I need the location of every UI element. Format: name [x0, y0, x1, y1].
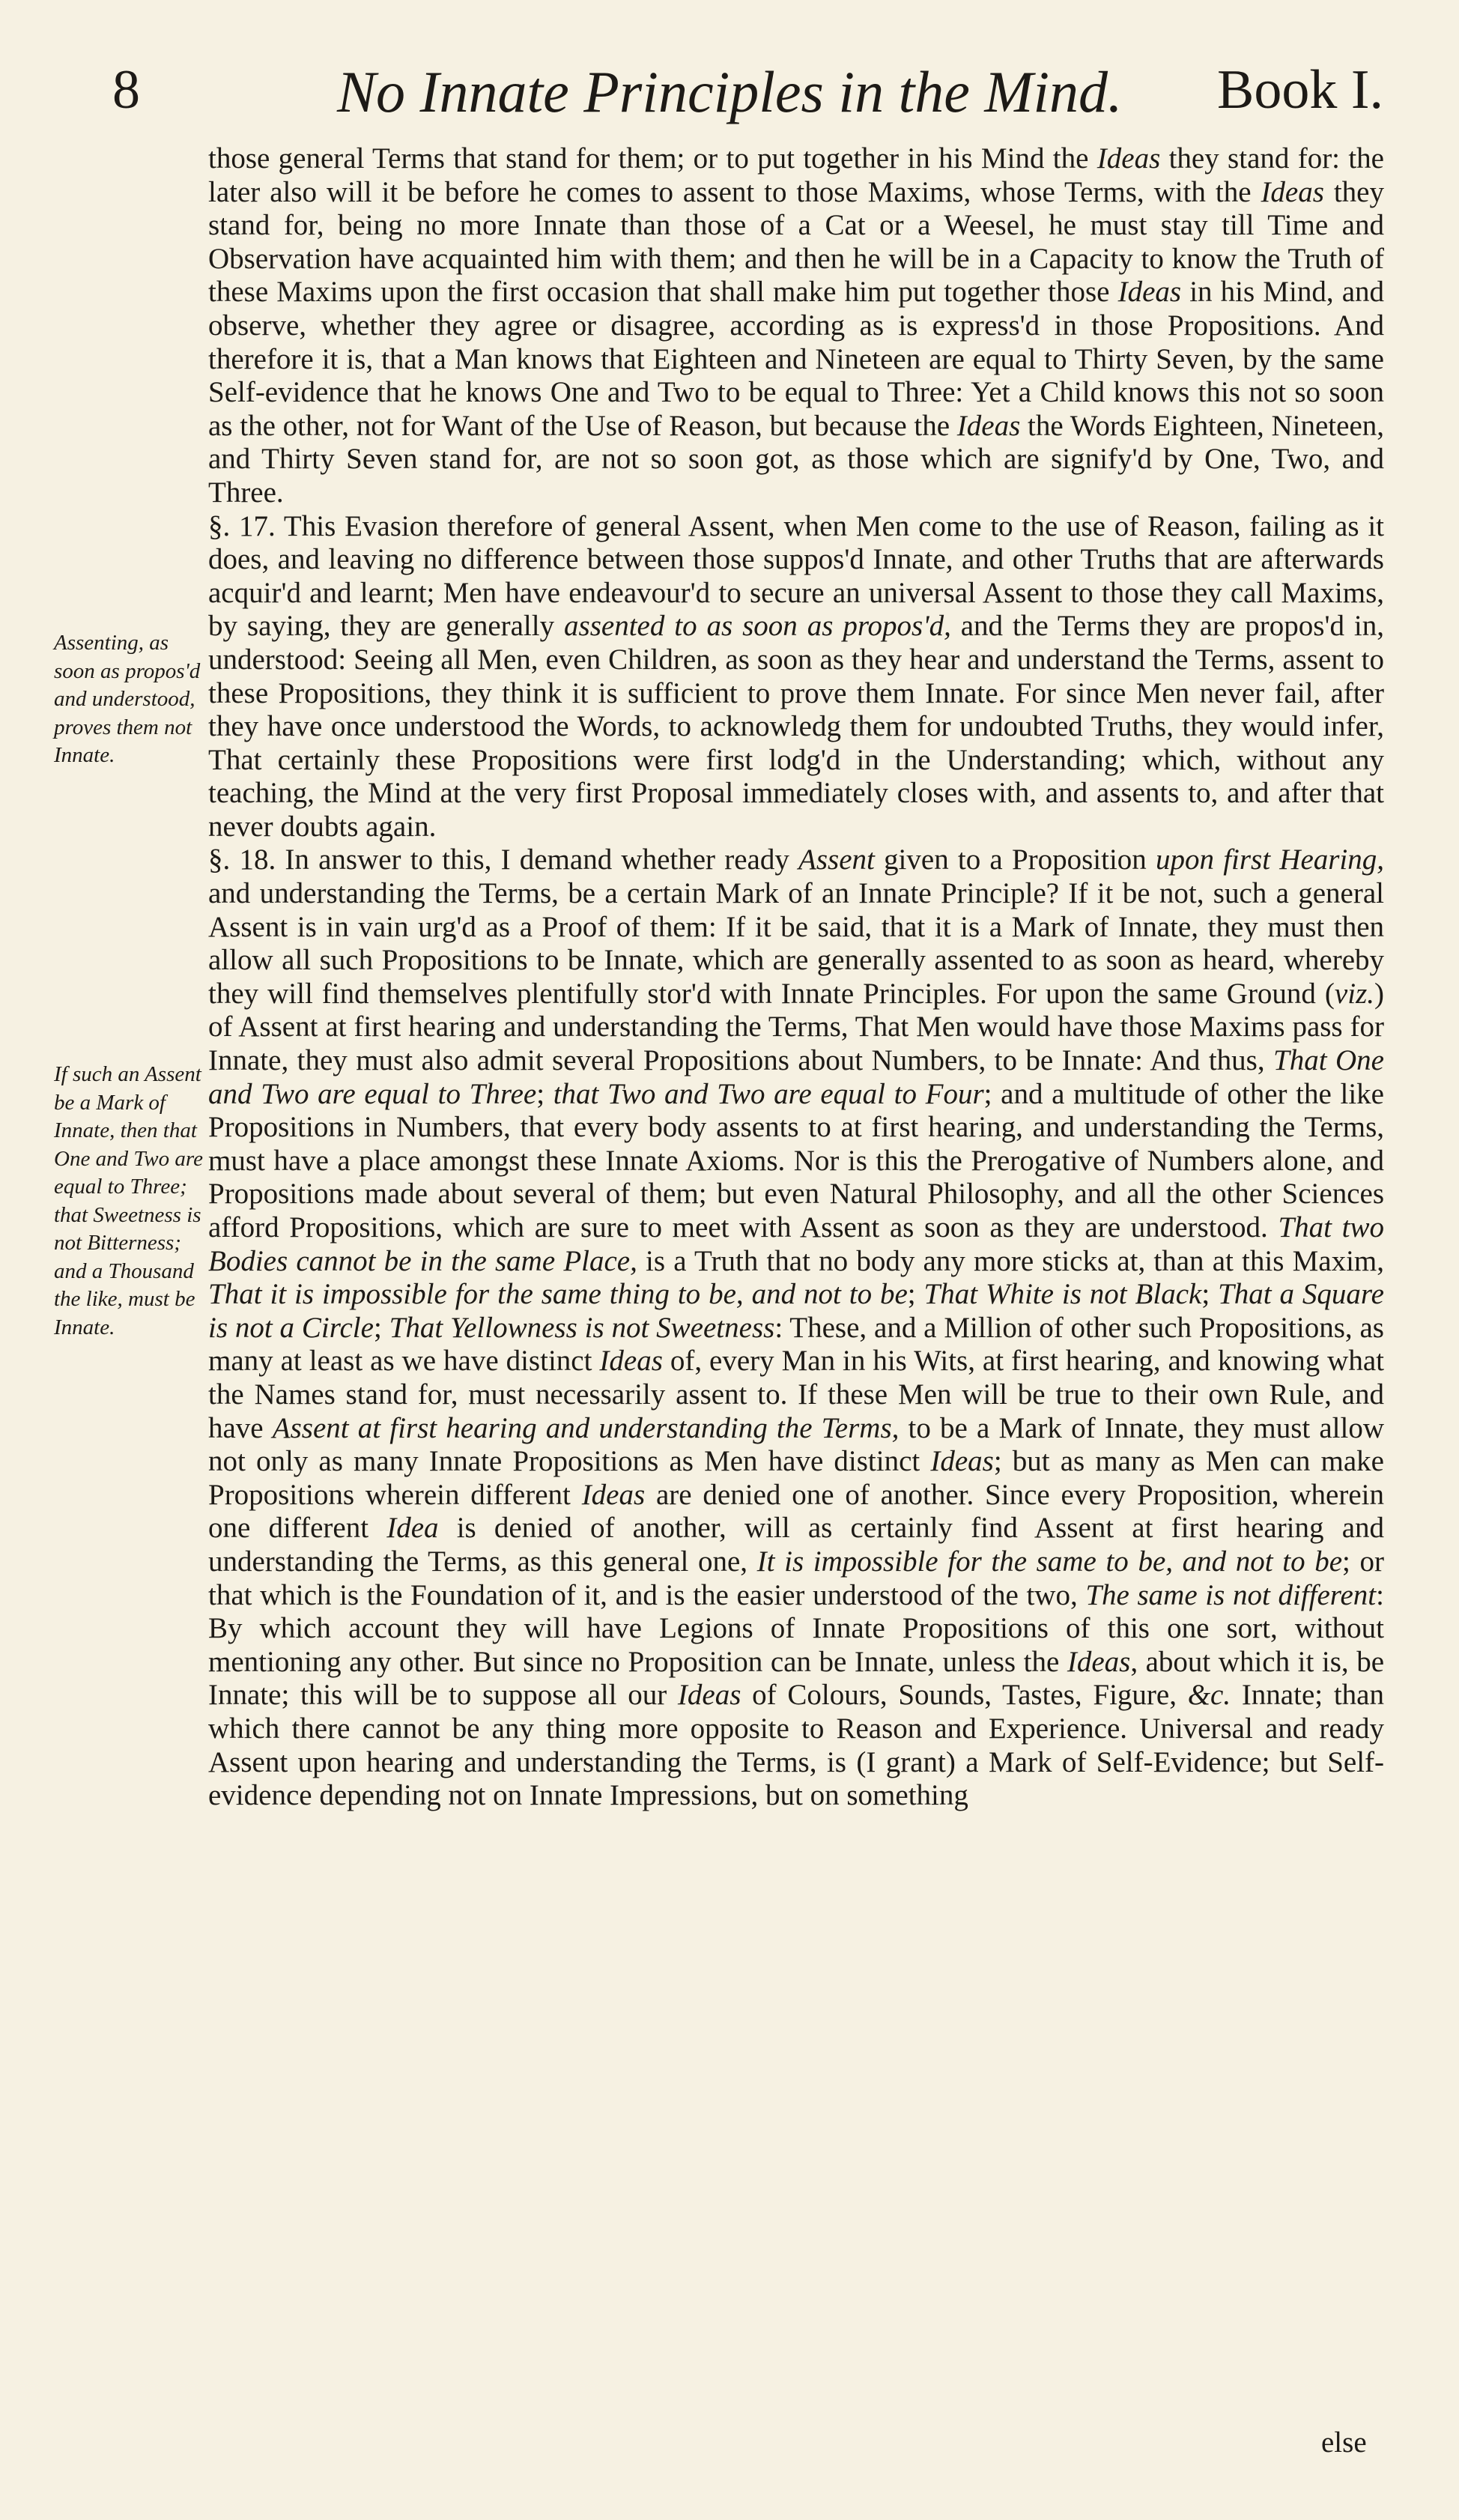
text-run: : These, and a Million of other such Propositions, as many at least as we have distinct — [208, 1311, 1384, 1378]
italic-run: Ideas — [1261, 175, 1324, 208]
italic-run: viz. — [1334, 977, 1374, 1010]
section-mark: §. 17. — [208, 509, 276, 542]
text-run: ) of Assent at first hearing and understanding the Terms, That Men would have those Maxims pass for Innate, they must also admit several Propositions about Numbers, to be Innate: And thus, — [208, 977, 1384, 1077]
catchword: else — [1321, 2426, 1367, 2459]
italic-run: Ideas — [956, 409, 1021, 442]
italic-run: Assent at first hearing and understanding the Terms, — [272, 1411, 900, 1444]
book-label: Book I. — [1217, 59, 1383, 121]
text-run: to be a Mark of Innate, they must allow not only as many Innate Propositions as Men have distinct — [208, 1411, 1385, 1478]
paragraph-section-17 — [208, 510, 1384, 844]
text-run: ; and a multitude of other the like Propositions in Numbers, that every body assents to at first hearing, and understanding the Terms, must have a place amongst these Innate Axioms. Nor is this the Prerogative of Numbers alone, and Propositions made about several of them; but even Natural Philosophy, and all the other Sciences afford Propositions, which are sure to meet with Assent as soon as they are understood. — [208, 1077, 1384, 1244]
text-run: those general Terms that stand for them; or to put together in his Mind the — [208, 142, 1097, 175]
text-run: given to a Proposition — [874, 843, 1156, 876]
text-run: the Words Eighteen, Nineteen, and Thirty Seven stand for, are not so soon got, as those which are signify'd by One, Two, and Three. — [208, 409, 1385, 509]
italic-run: &c. — [1187, 1679, 1231, 1712]
italic-run: that Two and Two are equal to Four — [553, 1077, 984, 1110]
italic-run: Ideas — [581, 1478, 646, 1511]
text-run: Innate; than which there cannot be any thing more opposite to Reason and Experience. Universal and ready Assent upon hearing and understanding the Terms, is (I grant) a Mark of Self-Evidence; but Self-evidence depending not on Innate Impressions, but on something — [208, 1679, 1384, 1812]
italic-run: That a Square is not a Circle — [208, 1278, 1384, 1344]
text-run: in his Mind, and observe, whether they agree or disagree, according as is express'd in those Propositions. And therefore it is, that a Man knows that Eighteen and Nineteen are equal to Thirty Seven, by the same Self-evidence that he knows One and Two to be equal to Three: Yet a Child knows this not so soon as the other, not for Want of the Use of Reason, but because the — [208, 276, 1385, 442]
text-run: In answer to this, I demand whether ready — [276, 843, 799, 876]
italic-run: That it is impossible for the same thing to be, and not to be — [208, 1278, 908, 1311]
text-run: , about which it is, be Innate; this will be to suppose all our — [208, 1645, 1384, 1712]
italic-run: assented to as soon as propos'd, — [564, 610, 951, 643]
italic-run: upon first Hearing, — [1156, 843, 1385, 876]
italic-run: It is impossible for the same to be, and not to be — [756, 1545, 1343, 1578]
text-run: they stand for: the later also will it be before he comes to assent to those Maxims, whose Terms, with the — [208, 142, 1384, 208]
italic-run: That White is not Black — [923, 1278, 1202, 1311]
page-number: 8 — [112, 59, 140, 121]
italic-run: Ideas — [1096, 142, 1161, 175]
text-run: ; — [536, 1077, 553, 1110]
text-run: This Evasion therefore of general Assent, when Men come to the use of Reason, failing as it does, and leaving no difference between those suppos'd Innate, and other Truths that are afterwards acquir'd and learnt; Men have endeavour'd to secure an universal Assent to those they call Maxims, by saying, they are generally — [208, 509, 1384, 643]
italic-run: The same is not different — [1085, 1578, 1377, 1611]
italic-run: That Yellowness is not Sweetness — [389, 1311, 775, 1344]
text-run: ; — [1201, 1278, 1219, 1311]
italic-run: Ideas — [677, 1679, 741, 1712]
italic-run: Ideas — [599, 1345, 663, 1378]
text-run: and understanding the Terms, be a certain Mark of an Innate Principle? If it be not, such a general Assent is in vain urg'd as a Proof of them: If it be said, that it is a Mark of Innate, they must then allow all such Propositions to be Innate, which are generally assented to as soon as heard, whereby they will find themselves plentifully stor'd with Innate Principles. For upon the same Ground ( — [208, 877, 1384, 1010]
running-title: No Innate Principles in the Mind. — [337, 59, 1123, 124]
text-run: is denied of another, will as certainly find Assent at first hearing and understanding the Terms, as this general one, — [208, 1512, 1385, 1578]
italic-run: Assent — [798, 843, 875, 876]
italic-run: Ideas — [1067, 1645, 1131, 1678]
italic-run: Ideas — [1117, 276, 1182, 309]
text-run: are denied one of another. Since every Proposition, wherein one different — [208, 1478, 1384, 1545]
italic-run: That One and Two are equal to Three — [208, 1044, 1384, 1110]
text-run: ; or that which is the Foundation of it, and is the easier understood of the two, — [208, 1545, 1384, 1611]
text-run: is a Truth that no body any more sticks at, than at this Maxim, — [637, 1244, 1384, 1277]
paragraph-section-18 — [208, 843, 1384, 1812]
text-run: of Colours, Sounds, Tastes, Figure, — [741, 1679, 1188, 1712]
paragraph-continuation — [208, 142, 1384, 510]
text-run: and the Terms they are propos'd in, understood: Seeing all Men, even Children, as soon as they hear and understand the Terms, assent to these Propositions, they think it is sufficient to prove them Innate. For since Men never fail, after they have once understood the Words, to acknowledg them for undoubted Truths, they would infer, That certainly these Propositions were first lodg'd in the Understanding; which, without any teaching, the Mind at the very first Proposal immediately closes with, and assents to, and after that never doubts again. — [208, 610, 1384, 843]
page-header — [0, 58, 1459, 141]
section-mark: §. 18. — [208, 843, 276, 876]
italic-run: Ideas — [930, 1445, 994, 1478]
italic-run: That two Bodies cannot be in the same Place, — [208, 1211, 1385, 1277]
text-run: : By which account they will have Legions of Innate Propositions of this one sort, without mentioning any other. But since no Proposition can be Innate, unless the — [208, 1578, 1384, 1678]
text-run: ; but as many as Men can make Propositions wherein different — [208, 1445, 1384, 1511]
text-run: they stand for, being no more Innate than those of a Cat or a Weesel, he must stay till Time and Observation have acquainted him with them; and then he will be in a Capacity to know the Truth of these Maxims upon the first occasion that shall make him put together those — [208, 175, 1384, 309]
margin-note-section-18: If such an Assent be a Mark of Innate, then that One and Two are equal to Three; that Sweetness is not Bitterness; and a Thousand the like, must be Innate. — [54, 1062, 203, 1339]
margin-note-section-17: Assenting, as soon as propos'd and understood, proves them not Innate. — [54, 631, 201, 767]
italic-run: Idea — [386, 1512, 439, 1545]
text-run: ; — [373, 1311, 389, 1344]
text-run: of, every Man in his Wits, at first hearing, and knowing what the Names stand for, must necessarily assent to. If these Men will be true to their own Rule, and have — [208, 1345, 1384, 1444]
body-text — [208, 142, 1384, 1813]
text-run: ; — [907, 1278, 924, 1311]
